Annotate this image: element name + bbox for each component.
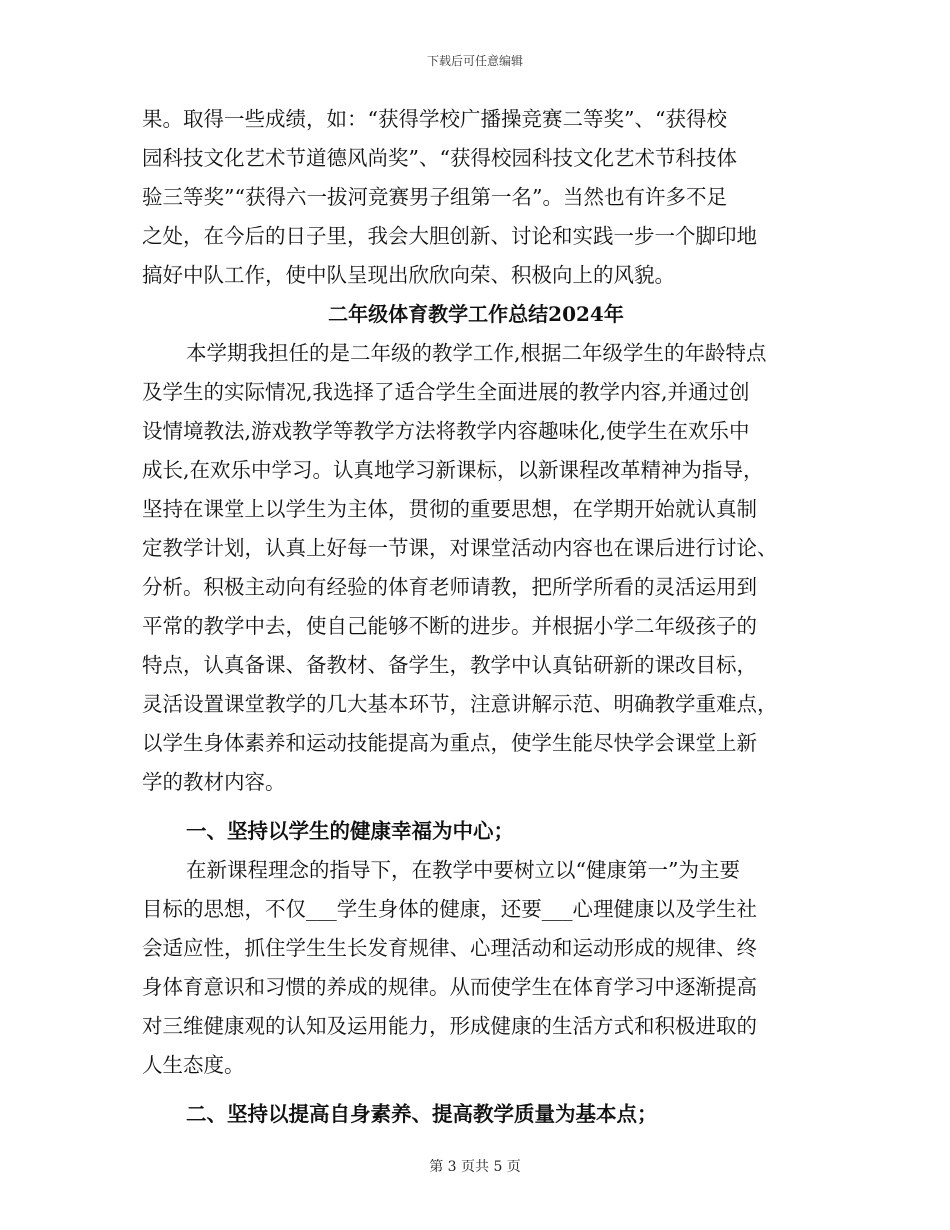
paragraph-line: 对三维健康观的认知及运用能力，形成健康的生活方式和积极进取的 bbox=[142, 1014, 757, 1038]
paragraph-line: 之处，在今后的日子里，我会大胆创新、讨论和实践一步一个脚印地 bbox=[142, 224, 757, 248]
paragraph-line: 本学期我担任的是二年级的教学工作,根据二年级学生的年龄特点 bbox=[186, 341, 767, 365]
paragraph-line: 验三等奖”“获得六一拔河竞赛男子组第一名”。当然也有许多不足 bbox=[142, 185, 727, 209]
paragraph-line: 成长,在欢乐中学习。认真地学习新课标，以新课程改革精神为指导， bbox=[142, 458, 764, 482]
document-body bbox=[142, 100, 810, 1134]
paragraph-line: 设情境教法,游戏教学等教学方法将教学内容趣味化,使学生在欢乐中 bbox=[142, 419, 750, 443]
section-heading: 二、坚持以提高自身素养、提高教学质量为基本点； bbox=[186, 1102, 658, 1126]
paragraph-line: 学的教材内容。 bbox=[142, 770, 286, 794]
paragraph-line: 坚持在课堂上以学生为主体，贯彻的重要思想，在学期开始就认真制 bbox=[142, 497, 757, 521]
paragraph-line: 会适应性，抓住学生生长发育规律、心理活动和运动形成的规律、终 bbox=[142, 936, 757, 960]
paragraph-line: 灵活设置课堂教学的几大基本环节，注意讲解示范、明确教学重难点， bbox=[142, 692, 778, 716]
header-note: 下载后可任意编辑 bbox=[426, 54, 523, 68]
paragraph-line: 人生态度。 bbox=[142, 1053, 245, 1077]
paragraph-line: 目标的思想，不仅___学生身体的健康，还要___心理健康以及学生社 bbox=[142, 897, 757, 921]
paragraph-line: 分析。积极主动向有经验的体育老师请教，把所学所看的灵活运用到 bbox=[142, 575, 757, 599]
paragraph-line: 特点，认真备课、备教材、备学生，教学中认真钻研新的课改目标， bbox=[142, 653, 757, 677]
paragraph-line: 在新课程理念的指导下，在教学中要树立以“健康第一”为主要 bbox=[186, 858, 740, 882]
spacer bbox=[142, 802, 810, 812]
paragraph-line: 平常的教学中去，使自己能够不断的进步。并根据小学二年级孩子的 bbox=[142, 614, 757, 638]
page-number: 第 3 页共 5 页 bbox=[429, 1159, 521, 1175]
paragraph-line: 搞好中队工作，使中队呈现出欣欣向荣、积极向上的风貌。 bbox=[142, 263, 675, 287]
document-title: 二年级体育教学工作总结2024年 bbox=[328, 302, 624, 326]
paragraph-line: 园科技文化艺术节道德风尚奖”、“获得校园科技文化艺术节科技体 bbox=[142, 146, 737, 170]
paragraph-line: 定教学计划，认真上好每一节课，对课堂活动内容也在课后进行讨论、 bbox=[142, 536, 778, 560]
paragraph-line: 身体育意识和习惯的养成的规律。从而使学生在体育学习中逐渐提高 bbox=[142, 975, 757, 999]
paragraph-line: 以学生身体素养和运动技能提高为重点，使学生能尽快学会课堂上新 bbox=[142, 731, 757, 755]
section-heading: 一、坚持以学生的健康幸福为中心； bbox=[186, 819, 514, 843]
spacer bbox=[142, 1085, 810, 1095]
paragraph-line: 果。取得一些成绩，如：“获得学校广播操竞赛二等奖”、“获得校 bbox=[142, 107, 727, 131]
paragraph-line: 及学生的实际情况,我选择了适合学生全面进展的教学内容,并通过创 bbox=[142, 380, 750, 404]
